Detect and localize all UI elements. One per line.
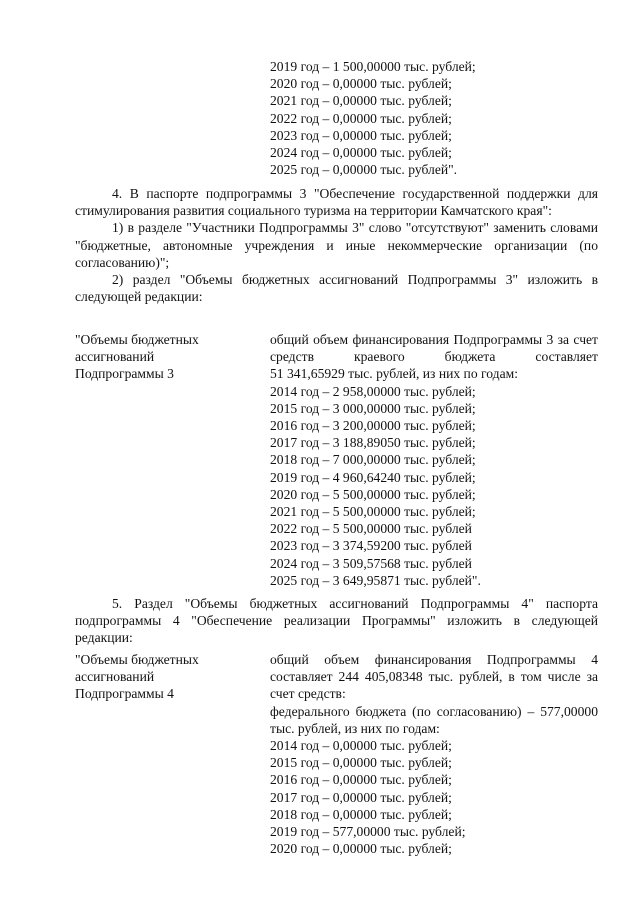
label-line: Подпрограммы 4 — [75, 686, 174, 702]
item-4-sub-2: 2) раздел "Объемы бюджетных ассигнований Подпрограммы 3" изложить в следующей редакции: — [75, 272, 598, 305]
item-4-text — [75, 185, 598, 305]
year-line: 2018 год – 0,00000 тыс. рублей; — [270, 806, 452, 822]
item-5-total-text: общий объем финансирования Подпрограммы 4 составляет 244 405,08348 тыс. рублей, в том числе за счет средств: — [270, 652, 598, 702]
label-line: "Объемы бюджетных — [75, 652, 199, 667]
item-4-sub-1: 1) в разделе "Участники Подпрограммы 3" слово "отсутствуют" заменить словами "бюджетные, автономные учреждения и иные некоммерческие организации (по согласованию)"; — [75, 220, 598, 270]
label-line: "Объемы бюджетных — [75, 332, 199, 347]
year-line: 2018 год – 7 000,00000 тыс. рублей; — [270, 452, 476, 468]
year-line: 2020 год – 0,00000 тыс. рублей; — [270, 841, 452, 857]
year-line: 2022 год – 0,00000 тыс. рублей; — [270, 110, 452, 126]
item-5-text — [75, 595, 598, 647]
year-line: 2022 год – 5 500,00000 тыс. рублей — [270, 521, 472, 537]
top-year-list — [270, 58, 476, 178]
label-line: ассигнований — [75, 669, 155, 685]
item-4-funding-values — [270, 331, 598, 589]
year-line: 2019 год – 4 960,64240 тыс. рублей; — [270, 469, 476, 485]
item-4-heading: 4. В паспорте подпрограммы 3 "Обеспечение государственной поддержки для стимулирования развития социального туризма на территории Камчатского края": — [75, 186, 598, 219]
item-4-total-amount: 51 341,65929 тыс. рублей, из них по годам: — [270, 366, 518, 382]
year-line: 2020 год – 0,00000 тыс. рублей; — [270, 76, 452, 92]
item-4-funding-label — [75, 331, 250, 383]
year-line: 2015 год – 0,00000 тыс. рублей; — [270, 755, 452, 771]
label-line: ассигнований — [75, 349, 155, 365]
year-line: 2025 год – 0,00000 тыс. рублей". — [270, 162, 458, 178]
year-line: 2016 год – 3 200,00000 тыс. рублей; — [270, 418, 476, 434]
year-line: 2021 год – 0,00000 тыс. рублей; — [270, 93, 452, 109]
year-line: 2021 год – 5 500,00000 тыс. рублей; — [270, 504, 476, 520]
year-line: 2017 год – 0,00000 тыс. рублей; — [270, 789, 452, 805]
year-line: 2024 год – 0,00000 тыс. рублей; — [270, 145, 452, 161]
year-line: 2017 год – 3 188,89050 тыс. рублей; — [270, 435, 476, 451]
year-line: 2024 год – 3 509,57568 тыс. рублей — [270, 555, 472, 571]
year-line: 2023 год – 3 374,59200 тыс. рублей — [270, 538, 472, 554]
item-5-funding-values — [270, 651, 598, 857]
year-line: 2014 год – 2 958,00000 тыс. рублей; — [270, 383, 476, 399]
year-line: 2014 год – 0,00000 тыс. рублей; — [270, 738, 452, 754]
item-5-heading: 5. Раздел "Объемы бюджетных ассигнований Подпрограммы 4" паспорта подпрограммы 4 "Обеспечение реализации Программы" изложить в следующей редакции: — [75, 596, 598, 646]
year-line: 2023 год – 0,00000 тыс. рублей; — [270, 127, 452, 143]
year-line: 2019 год – 1 500,00000 тыс. рублей; — [270, 59, 476, 74]
year-line: 2019 год – 577,00000 тыс. рублей; — [270, 824, 466, 840]
year-line: 2016 год – 0,00000 тыс. рублей; — [270, 772, 452, 788]
item-5-federal-text: федерального бюджета (по согласованию) – 577,00000 тыс. рублей, из них по годам: — [270, 703, 598, 736]
year-line: 2015 год – 3 000,00000 тыс. рублей; — [270, 400, 476, 416]
year-line: 2025 год – 3 649,95871 тыс. рублей". — [270, 572, 481, 588]
year-line: 2020 год – 5 500,00000 тыс. рублей; — [270, 486, 476, 502]
label-line: Подпрограммы 3 — [75, 366, 174, 382]
item-4-total-text: общий объем финансирования Подпрограммы 3 за счет средств краевого бюджета составляет — [270, 332, 598, 365]
item-5-funding-label — [75, 651, 250, 703]
